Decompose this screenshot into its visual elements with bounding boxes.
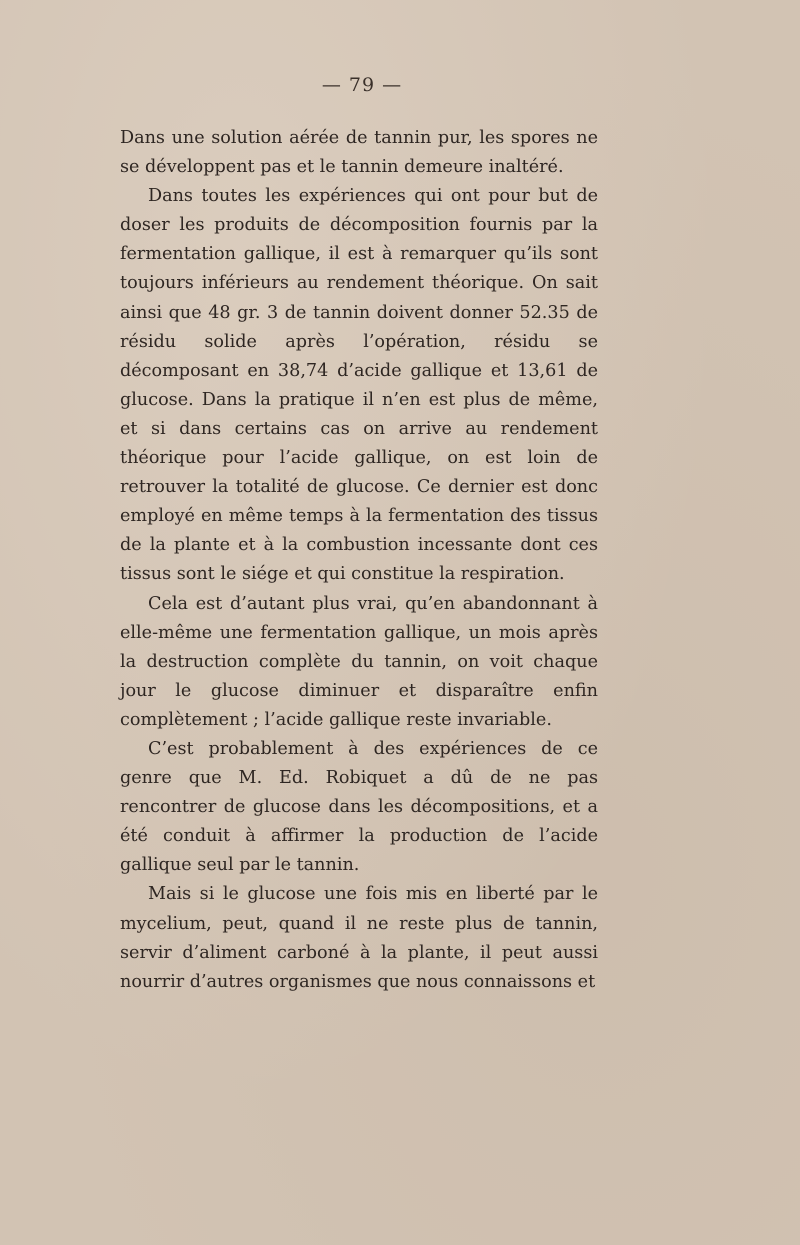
page-number: — 79 — [321,74,403,96]
paragraph-1: Dans une solution aérée de tannin pur, les spores ne se développent pas et le tannin demeure inaltéré. [120,128,598,178]
paragraph-3: Cela est d’autant plus vrai, qu’en abandonnant à elle-même une fermentation gallique, un mois après la destruction complète du tannin, on voit chaque jour le glucose diminuer et disparaître enfin complètement ; l’acide gallique reste invariable. [120,593,598,730]
paragraph-2: Dans toutes les expériences qui ont pour but de doser les produits de décomposition fournis par la fermentation gallique, il est à remarquer qu’ils sont toujours inférieurs au rendement théorique. On sait ainsi que 48 gr. 3 de tannin doivent donner 52.35 de résidu solide après l’opération, résidu se décomposant en 38,74 d’acide gallique et 13,61 de glucose. Dans la pratique il n’en est plus de même, et si dans certains cas on arrive au rendement théorique pour l’acide gallique, on est loin de retrouver la totalité de glucose. Ce dernier est donc employé en même temps à la fermentation des tissus de la plante et à la combustion incessante dont ces tissus sont le siége et qui constitue la respiration. [120,186,598,585]
paragraph-4: C’est probablement à des expériences de ce genre que M. Ed. Robiquet a dû de ne pas rencontrer de glucose dans les décompositions, et a été conduit à affirmer la production de l’acide gallique seul par le tannin. [120,738,598,876]
paragraph-5: Mais si le glucose une fois mis en liberté par le mycelium, peut, quand il ne reste plus de tannin, servir d’aliment carboné à la plante, il peut aussi nourrir d’autres organismes que nous connaissons et [120,884,598,992]
body-text [120,124,598,997]
